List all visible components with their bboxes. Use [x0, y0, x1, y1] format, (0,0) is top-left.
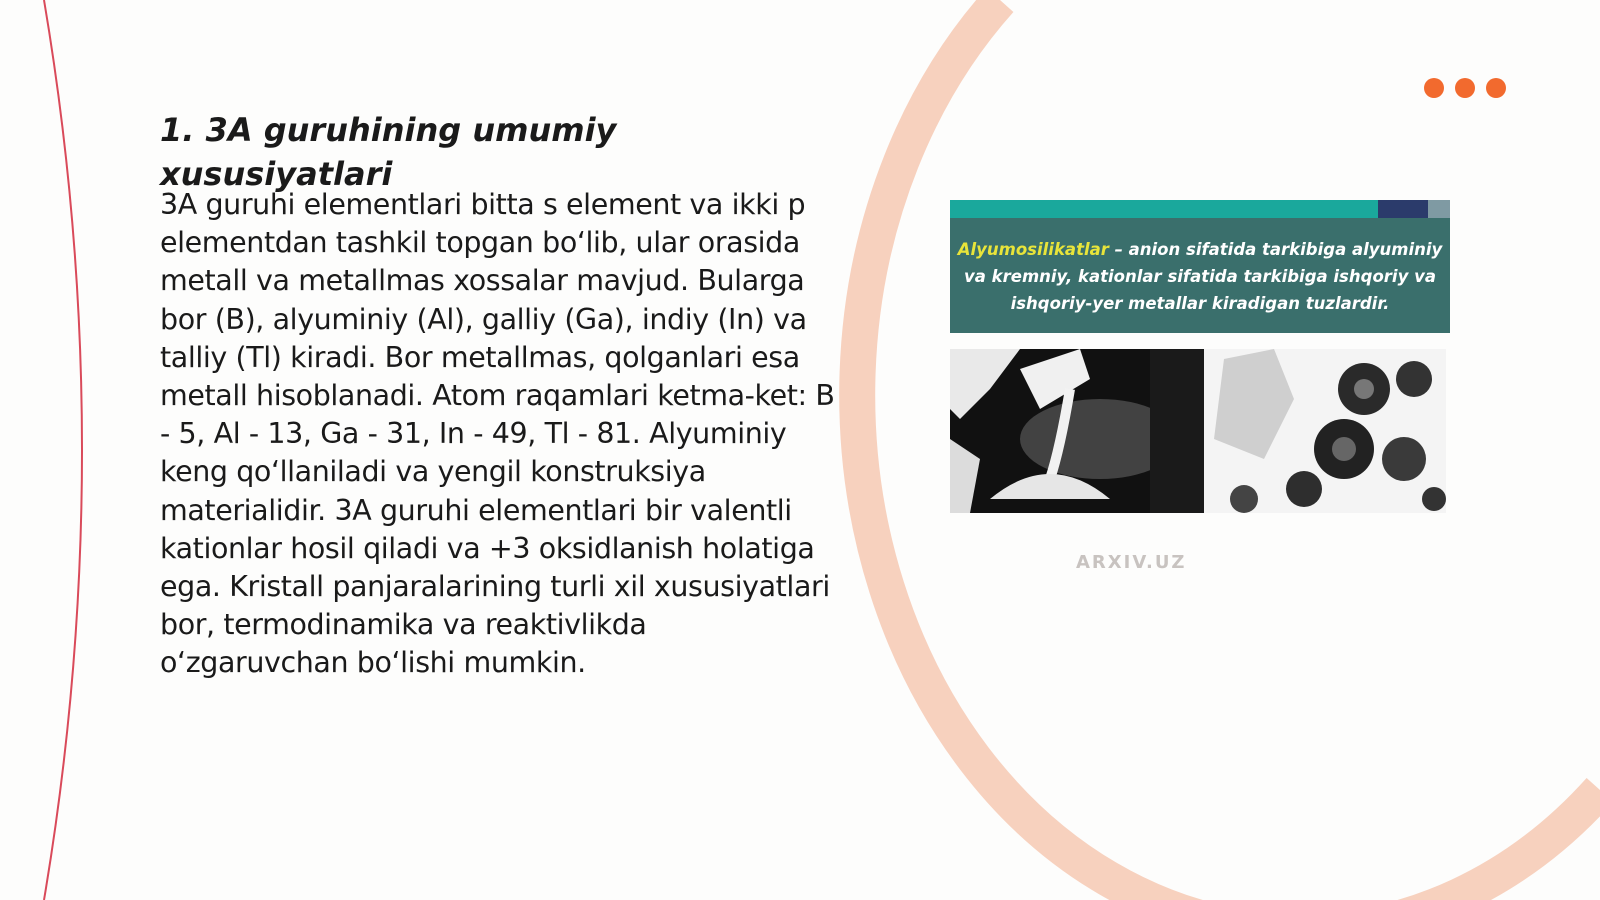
dot-2 — [1455, 78, 1475, 98]
slide-body-text: 3A guruhi elementlari bitta s element va ikki p elementdan tashkil topgan bo‘lib, ular orasida metall va metallmas xossalar mavjud. Bularga bor (B), alyuminiy (Al), galliy (Ga), indiy (In) va talliy (Tl) kiradi. Bor metallmas, qolganlari esa metall hisoblanadi. Atom raqamlari ketma-ket: B - 5, Al - 13, Ga - 31, In - 49, Tl - 81. Alyuminiy keng qo‘llaniladi va yengil konstruksiya materialidir. 3A guruhi elementlari bir valentli kationlar hosil qiladi va +3 oksidlanish holatiga ega. Kristall panjaralarining turli xil xususiyatlari bor, termodinamika va reaktivlikda o‘zgaruvchan bo‘lishi mumkin. — [160, 188, 835, 680]
definition-term: Alyumosilikatlar — [957, 240, 1109, 259]
photo-strip — [950, 349, 1450, 513]
definition-text — [950, 218, 1450, 317]
banner-stripe — [950, 200, 1450, 218]
dot-3 — [1486, 78, 1506, 98]
banner-grey-block — [1428, 200, 1450, 218]
bubbles-photo — [1204, 349, 1446, 513]
powder-pouring-photo — [950, 349, 1204, 513]
menu-dots — [1424, 78, 1506, 98]
definition-rest: – anion sifatida tarkibiga alyuminiy va kremniy, kationlar sifatida tarkibiga ishqoriy va ishqoriy-yer metallar kiradigan tuzlardir. — [964, 240, 1443, 313]
banner-navy-block — [1378, 200, 1428, 218]
aluminosilicate-figure — [950, 200, 1450, 513]
dot-1 — [1424, 78, 1444, 98]
watermark-text: ARXIV.UZ — [1076, 552, 1187, 573]
definition-banner — [950, 200, 1450, 333]
left-red-curve — [44, 0, 82, 900]
slide-title: 1. 3A guruhining umumiy xususiyatlari — [160, 111, 617, 193]
